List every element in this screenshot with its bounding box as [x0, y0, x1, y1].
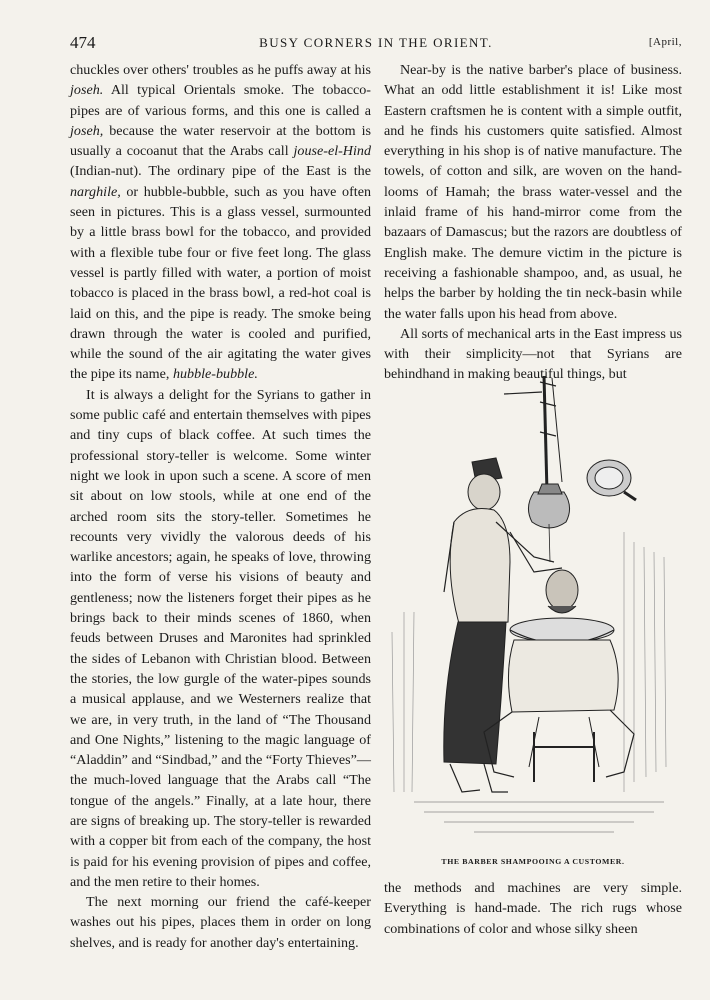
- barber-illustration: [384, 372, 682, 852]
- paragraph-cafe-keeper: The next morning our friend the café-keeper washes out his pipes, places them in order on long shelves, and is ready for another day's entertaining.: [70, 894, 371, 951]
- paragraph-mechanical-arts: All sorts of mechanical arts in the East impress us with their simplicity—not that Syrians are behindhand in making beautiful things, but: [384, 325, 682, 383]
- running-header: [70, 33, 682, 53]
- barber-engraving: [384, 372, 682, 852]
- figure-caption: THE BARBER SHAMPOOING A CUSTOMER.: [441, 857, 625, 866]
- paragraph-pipes: chuckles over others' troubles as he puffs away at his joseh. All typical Orientals smoke. The tobacco-pipes are of various forms, and this one is called a joseh, because the water reservoir at the bottom is usually a cocoanut that the Arabs call jouse-el-Hind (Indian-nut). The ordinary pipe of the East is the narghile, or hubble-bubble, such as you have often seen in pictures. This is a glass vessel, surmounted by a little brass bowl for the tobacco, and provided with a flexible tube four or five feet long. The glass vessel is partly filled with water, a portion of moist tobacco is placed in the brass bowl, a red-hot coal is laid on this, and the pipe is ready. The smoke being drawn through the water is cooled and purified, while the sound of the air agitating the water gives the pipe its name, hubble-bubble.: [70, 62, 371, 383]
- paragraph-hand-made: the methods and machines are very simple. Everything is hand-made. The rich rugs whose combinations of color and whose silky sheen: [384, 880, 682, 937]
- left-column: [70, 60, 371, 953]
- right-column-top: [384, 60, 682, 385]
- right-column-bottom: [384, 878, 682, 939]
- running-title: BUSY CORNERS IN THE ORIENT.: [259, 35, 493, 50]
- page-number: 474: [70, 33, 96, 52]
- paragraph-barber: Near-by is the native barber's place of business. What an odd little establishment it is! Like most Eastern craftsmen he is content with a simple outfit, and he finds his customers quite satisfied. Almost everything in his shop is of native manufacture. The towels, of cotton and silk, are woven on the hand-looms of Hamah; the brass water-vessel and the inlaid frame of his hand-mirror come from the bazaars of Damascus; but the razors are doubtless of English make. The demure victim in the picture is receiving a fashionable shampoo, and, as usual, he helps the barber by holding the tin neck-basin while the water falls upon his head from above.: [384, 62, 682, 322]
- issue-month: [April,: [648, 36, 682, 48]
- paragraph-story-teller: It is always a delight for the Syrians to gather in some public café and entertain themselves with pipes and tiny cups of black coffee. At such times the professional story-teller is welcome. Some winter night we look in upon such a scene. A score of men sit about on low stools, while at one end of the arched room sits the story-teller. Sometimes he recounts very vividly the valorous deeds of his warlike ancestors; again, he speaks of love, throwing into the form of verse his visions of beauty and gentleness; now the listeners forget their pipes as he brings back to their minds scenes of 1860, when feuds between Druses and Maronites had sprinkled the sides of Lebanon with Christian blood. Between the stories, the low gurgle of the water-pipes sounds a musical applause, and we Westerners realize that we are, in very truth, in the land of “The Thousand and One Nights,” listening to the magic language of “Aladdin” and “Sindbad,” and the “Forty Thieves”—the much-loved language that the Arabs call “The tongue of the angels.” Finally, at a late hour, there are signs of breaking up. The story-teller is rewarded with a copper bit from each of the company, the host is paid for his evening provision of pipes and coffee, and the men retire to their homes.: [70, 386, 371, 890]
